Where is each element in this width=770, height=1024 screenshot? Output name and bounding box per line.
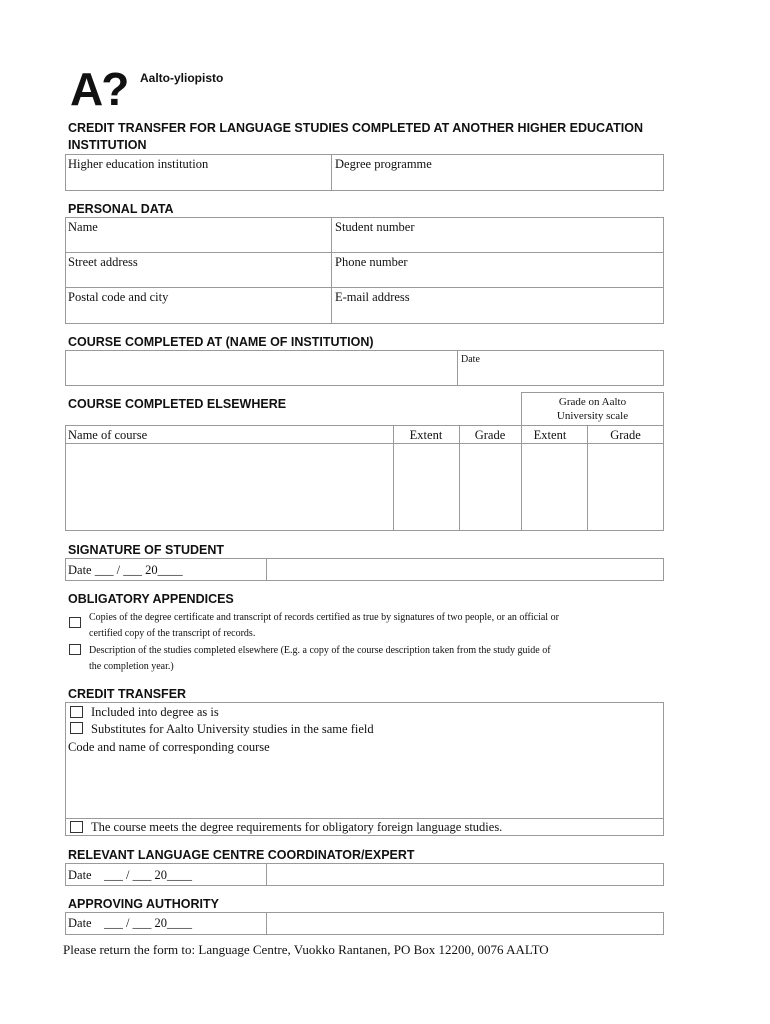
email-field[interactable]: E-mail address (335, 290, 410, 304)
aalto-grade-header-label: Grade (610, 428, 641, 442)
aalto-grade-line2: University scale (556, 410, 629, 422)
extent-header: Extent (409, 428, 443, 442)
meets-requirements-label: The course meets the degree requirements for obligatory foreign language studies. (91, 820, 503, 834)
student-signature-field[interactable] (267, 559, 663, 580)
student-number-field[interactable]: Student number (335, 220, 415, 234)
coordinator-signature-field[interactable] (267, 864, 663, 885)
signature-date-field[interactable]: Date ___ / ___ 20____ (68, 563, 183, 577)
divider (65, 818, 664, 819)
postal-code-field[interactable]: Postal code and city (68, 290, 169, 304)
divider (331, 154, 332, 191)
substitutes-checkbox[interactable] (70, 722, 83, 734)
appendix-1-line1: Copies of the degree certificate and transcript of records certified as true by signatures of two people, or an official or (89, 612, 559, 623)
aalto-grade-line1: Grade on Aalto (558, 396, 627, 408)
completed-at-heading: COURSE COMPLETED AT (NAME OF INSTITUTION) (68, 335, 374, 349)
aalto-logo-name: Aalto-yliopisto (140, 71, 224, 85)
corresponding-course-input[interactable] (66, 757, 663, 817)
authority-heading: APPROVING AUTHORITY (68, 897, 219, 911)
aalto-extent-header: Extent (533, 428, 567, 442)
name-of-course-header: Name of course (68, 428, 148, 442)
phone-number-field[interactable]: Phone number (335, 255, 408, 269)
street-address-field[interactable]: Street address (68, 255, 138, 269)
substitutes-label: Substitutes for Aalto University studies in the same field (91, 722, 374, 736)
credit-transfer-heading: CREDIT TRANSFER (68, 687, 187, 701)
aalto-extent-input[interactable] (522, 444, 586, 530)
authority-signature-field[interactable] (267, 913, 663, 934)
divider (457, 350, 458, 386)
appendix-1-checkbox[interactable] (69, 617, 81, 628)
return-instructions: Please return the form to: Language Centre, Vuokko Rantanen, PO Box 12200, 0076 AALTO (63, 942, 549, 957)
signature-heading: SIGNATURE OF STUDENT (68, 543, 225, 557)
institution-name-input[interactable] (66, 351, 456, 385)
institution-field[interactable]: Higher education institution (68, 157, 209, 171)
included-as-is-label: Included into degree as is (91, 705, 219, 719)
course-extent-input[interactable] (394, 444, 458, 530)
aalto-logo-mark: A? (70, 63, 128, 115)
course-grade-input[interactable] (460, 444, 520, 530)
appendix-2-line2: the completion year.) (89, 661, 174, 672)
appendices-heading: OBLIGATORY APPENDICES (68, 592, 234, 606)
grade-header: Grade (474, 428, 506, 442)
divider (65, 287, 664, 288)
degree-programme-field[interactable]: Degree programme (335, 157, 432, 171)
name-field[interactable]: Name (68, 220, 98, 234)
completed-date-field[interactable]: Date (461, 354, 480, 365)
elsewhere-heading: COURSE COMPLETED ELSEWHERE (68, 397, 287, 411)
meets-requirements-checkbox[interactable] (70, 821, 83, 833)
form-title-line1: CREDIT TRANSFER FOR LANGUAGE STUDIES COMPLETED AT ANOTHER HIGHER EDUCATION (68, 121, 643, 135)
divider (65, 252, 664, 253)
coordinator-date-field[interactable]: Date ___ / ___ 20____ (68, 868, 192, 882)
course-name-input[interactable] (66, 444, 392, 530)
divider (331, 217, 332, 324)
appendix-1-line2: certified copy of the transcript of records. (89, 628, 256, 639)
authority-date-field[interactable]: Date ___ / ___ 20____ (68, 916, 192, 930)
corresponding-course-label: Code and name of corresponding course (68, 740, 270, 754)
personal-data-heading: PERSONAL DATA (68, 202, 174, 216)
form-title-line2: INSTITUTION (68, 138, 147, 152)
included-as-is-checkbox[interactable] (70, 706, 83, 718)
appendix-2-line1: Description of the studies completed elsewhere (E.g. a copy of the course description taken from the study guide of (89, 645, 551, 656)
coordinator-heading: RELEVANT LANGUAGE CENTRE COORDINATOR/EXPERT (68, 848, 415, 862)
aalto-grade-input[interactable] (588, 444, 663, 530)
appendix-2-checkbox[interactable] (69, 644, 81, 655)
